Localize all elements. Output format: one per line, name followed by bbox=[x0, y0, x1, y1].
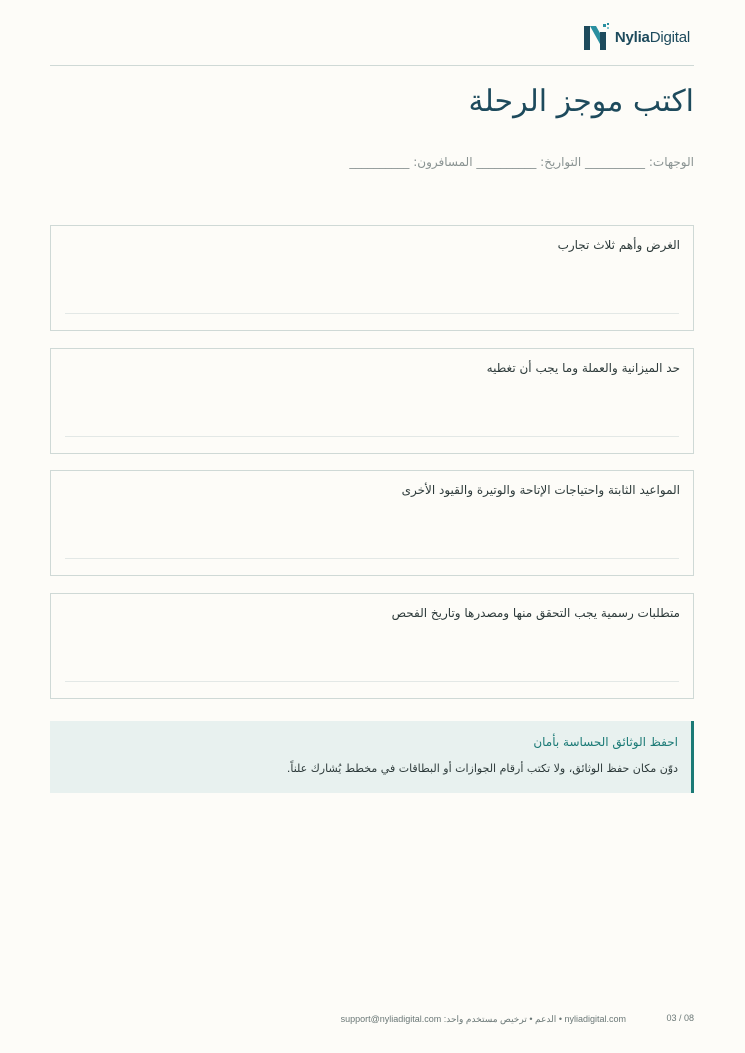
page-number: 03 / 08 bbox=[666, 1013, 694, 1023]
brief-section-budget bbox=[50, 348, 694, 454]
nylia-logo-icon bbox=[582, 22, 612, 52]
brief-section-purpose bbox=[50, 225, 694, 331]
writing-line bbox=[65, 558, 679, 559]
section-label: حد الميزانية والعملة وما يجب أن تغطيه bbox=[486, 361, 680, 375]
section-label: الغرض وأهم ثلاث تجارب bbox=[557, 238, 680, 252]
page-title: اكتب موجز الرحلة bbox=[468, 84, 694, 119]
brief-section-requirements bbox=[50, 593, 694, 699]
callout-title: احفظ الوثائق الحساسة بأمان bbox=[533, 735, 678, 749]
writing-line bbox=[65, 436, 679, 437]
brand-logo bbox=[582, 22, 690, 52]
safety-callout bbox=[50, 721, 694, 793]
brief-section-constraints bbox=[50, 470, 694, 576]
trip-meta-fields: الوجهات: __________ التواريخ: __________ المسافرون: __________ bbox=[349, 155, 694, 169]
section-label: المواعيد الثابتة واحتياجات الإتاحة والوتيرة والقيود الأخرى bbox=[401, 483, 680, 497]
brand-name: NyliaDigital bbox=[614, 28, 690, 46]
page-header bbox=[50, 0, 694, 66]
section-label: متطلبات رسمية يجب التحقق منها ومصدرها وتاريخ الفحص bbox=[391, 606, 680, 620]
writing-line bbox=[65, 681, 679, 682]
callout-body: دوّن مكان حفظ الوثائق، ولا تكتب أرقام الجوازات أو البطاقات في مخطط يُشارك علناً. bbox=[286, 762, 678, 775]
footer-text: support@nyliadigital.com :الدعم • ترخيص مستخدم واحد • nyliadigital.com bbox=[340, 1014, 626, 1024]
writing-line bbox=[65, 313, 679, 314]
